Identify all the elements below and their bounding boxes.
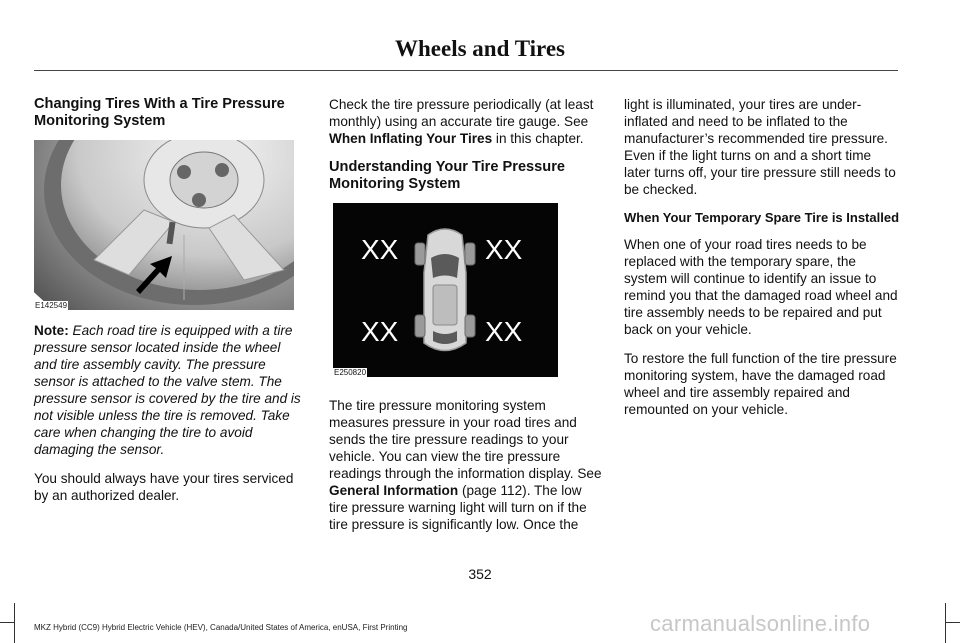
wheel-valve-illustration	[34, 140, 294, 310]
section-heading-changing-tires: Changing Tires With a Tire Pressure Monitoring System	[34, 96, 285, 129]
note-label: Note:	[34, 323, 69, 338]
paragraph: When one of your road tires needs to be replaced with the temporary spare, the system will continue to identify an issue to remind you that the damaged road wheel and tire assembly needs to be repaired and put back on your vehicle.	[624, 237, 898, 337]
footer-text: MKZ Hybrid (CC9) Hybrid Electric Vehicle (HEV), Canada/United States of America, enUSA, First Printing	[34, 623, 408, 632]
column-1	[34, 96, 304, 516]
column-2	[329, 96, 604, 545]
crop-mark	[946, 622, 960, 623]
figure-id: E142549	[35, 301, 68, 310]
crop-mark	[945, 603, 946, 643]
paragraph: You should always have your tires serviced by an authorized dealer.	[34, 471, 294, 503]
front-right-pressure: XX	[485, 234, 523, 265]
front-left-pressure: XX	[361, 234, 399, 265]
column-3	[624, 96, 900, 430]
paragraph-text: Check the tire pressure periodically (at least monthly) using an accurate tire gauge. See	[329, 97, 594, 129]
cross-reference: When Inflating Your Tires	[329, 131, 493, 146]
rear-right-pressure: XX	[485, 316, 523, 347]
note-text: Each road tire is equipped with a tire pressure sensor located inside the wheel and tire assembly cavity. The pressure sensor is attached to the valve stem. The pressure sensor is covered by the tire and is not visible unless the tire is removed. Take care when changing the tire to avoid damaging the sensor.	[34, 323, 301, 457]
paragraph-text: The tire pressure monitoring system measures pressure in your road tires and sends the tire pressure readings to your vehicle. You can view the tire pressure readings through the information display. See	[329, 398, 602, 481]
header-rule	[34, 70, 898, 71]
tire-pressure-display-illustration	[333, 203, 558, 377]
page-number: 352	[468, 566, 492, 582]
page-header-title: Wheels and Tires	[395, 36, 565, 61]
section-heading-temporary-spare: When Your Temporary Spare Tire is Installed	[624, 210, 900, 225]
cross-reference: General Information	[329, 483, 459, 498]
paragraph: To restore the full function of the tire pressure monitoring system, have the damaged road wheel and tire assembly repaired and remounted on your vehicle.	[624, 351, 897, 417]
car-top-view-icon	[333, 203, 558, 377]
section-heading-understanding-tpms: Understanding Your Tire Pressure Monitoring System	[329, 159, 566, 192]
rear-left-pressure: XX	[361, 316, 399, 347]
figure-id: E250820	[334, 368, 367, 377]
crop-mark	[0, 622, 14, 623]
paragraph: light is illuminated, your tires are under-inflated and need to be inflated to the manufacturer’s recommended tire pressure. Even if the light turns on and a short time later turns off, your tire pressure still needs to be checked.	[624, 97, 896, 197]
paragraph-text: in this chapter.	[495, 131, 584, 146]
watermark: carmanualsonline.info	[650, 611, 871, 636]
crop-mark	[14, 603, 15, 643]
wheel-icon	[34, 140, 294, 310]
paragraph-text: (page 112). The low tire pressure warning light will turn on if the tire pressure is significantly low. Once the	[329, 483, 587, 532]
